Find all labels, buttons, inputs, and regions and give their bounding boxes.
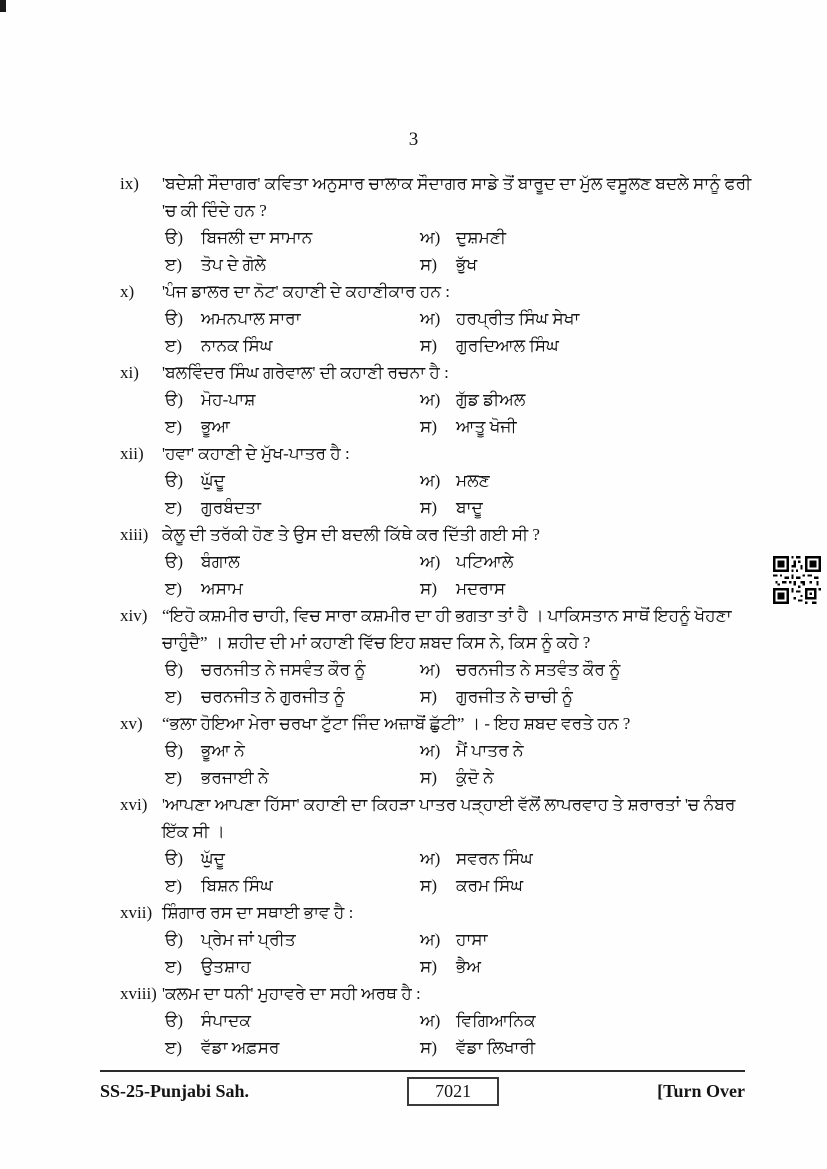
option (165, 548, 420, 575)
option-text: ਪ੍ਰੇਮ ਜਾਂ ਪ੍ਰੀਤ (201, 930, 296, 949)
option-text: ਚਰਨਜੀਤ ਨੇ ਗੁਰਜੀਤ ਨੂੰ (201, 687, 345, 706)
question-text: ਕੇਲੂ ਦੀ ਤਰੱਕੀ ਹੋਣ ਤੇ ਉਸ ਦੀ ਬਦਲੀ ਕਿੱਥੇ ਕਰ ਦਿੱਤੀ ਗਈ ਸੀ ? (162, 525, 540, 544)
option-label: ਸ) (420, 579, 437, 598)
option-text: ਭੈਅ (456, 957, 482, 976)
option (420, 251, 752, 278)
question-text: 'ਕਲਮ ਦਾ ਧਨੀ' ਮੁਹਾਵਰੇ ਦਾ ਸਹੀ ਅਰਥ ਹੈ : (162, 984, 421, 1003)
page-number: 3 (408, 129, 419, 150)
option-text: ਚਰਨਜੀਤ ਨੇ ਸਤਵੰਤ ਕੌਰ ਨੂੰ (456, 660, 621, 679)
option-label: ਸ) (420, 687, 437, 706)
option (165, 305, 420, 332)
option-text: ਵਿਗਿਆਨਿਕ (456, 1011, 536, 1030)
question (120, 359, 752, 440)
option (420, 575, 752, 602)
option (165, 926, 420, 953)
option-text: ਗੁਰਬੰਦਤਾ (201, 498, 261, 517)
question-number: xiii) (120, 525, 149, 544)
question-options (120, 1007, 752, 1061)
option (420, 386, 752, 413)
question-options (120, 224, 752, 278)
option-label: ੲ) (165, 255, 182, 274)
turn-over-label: [Turn Over (657, 1081, 745, 1101)
option (165, 575, 420, 602)
option-text: ਕੁੰਦੋ ਨੇ (456, 768, 494, 787)
option-text: ਤੋਪ ਦੇ ਗੋਲੇ (201, 255, 266, 274)
question-number: ix) (120, 174, 139, 193)
question (120, 602, 752, 710)
option-label: ਅ) (420, 849, 441, 868)
option (420, 764, 752, 791)
question-options (120, 845, 752, 899)
option-label: ਅ) (420, 390, 441, 409)
option (420, 656, 752, 683)
option (420, 305, 752, 332)
option-text: ਮੋਹ-ਪਾਸ਼ (201, 390, 256, 409)
question-number: xviii) (120, 984, 157, 1003)
option-text: ਬੰਗਾਲ (201, 552, 240, 571)
option (420, 332, 752, 359)
question (120, 899, 752, 980)
option-text: ਸੰਪਾਦਕ (201, 1011, 251, 1030)
question-text: ਸ਼ਿੰਗਾਰ ਰਸ ਦਾ ਸਥਾਈ ਭਾਵ ਹੈ : (162, 903, 354, 922)
option-label: ੲ) (165, 498, 182, 517)
option-label: ੳ) (165, 1011, 184, 1030)
option (420, 413, 752, 440)
question-options (120, 737, 752, 791)
question-options (120, 305, 752, 359)
option-label: ਅ) (420, 309, 441, 328)
question-text: 'ਬਦੇਸ਼ੀ ਸੌਦਾਗਰ' ਕਵਿਤਾ ਅਨੁਸਾਰ ਚਾਲਾਕ ਸੌਦਾਗਰ ਸਾਡੇ ਤੋਂ ਬਾਰੂਦ ਦਾ ਮੁੱਲ ਵਸੂਲਣ ਬਦਲੇ ਸਾਨੂੰ ਫਰੀ 'ਚ ਕੀ ਦਿੰਦੇ ਹਨ ? (162, 174, 752, 220)
paper-code: SS-25-Punjabi Sah. (100, 1081, 250, 1101)
option-label: ਸ) (420, 876, 437, 895)
option (165, 224, 420, 251)
option-label: ਸ) (420, 255, 437, 274)
option-label: ੳ) (165, 228, 184, 247)
option-label: ਸ) (420, 957, 437, 976)
option-label: ੳ) (165, 741, 184, 760)
option-label: ੲ) (165, 417, 182, 436)
question-number: xii) (120, 444, 144, 463)
question-options (120, 548, 752, 602)
option (165, 386, 420, 413)
option-label: ੲ) (165, 876, 182, 895)
option-label: ੲ) (165, 768, 182, 787)
option-text: ਉਤਸ਼ਾਹ (201, 957, 251, 976)
question-text: “ਭਲਾ ਹੋਇਆ ਮੇਰਾ ਚਰਖਾ ਟੁੱਟਾ ਜਿੰਦ ਅਜ਼ਾਬੋਂ ਛੁੱਟੀ” । - ਇਹ ਸ਼ਬਦ ਵਰਤੇ ਹਨ ? (162, 714, 631, 733)
option-text: ਭੂਆ (201, 417, 230, 436)
question (120, 440, 752, 521)
question-options (120, 926, 752, 980)
option-text: ਭੁੱਖ (456, 255, 478, 274)
question-text: 'ਹਵਾ' ਕਹਾਣੀ ਦੇ ਮੁੱਖ-ਪਾਤਰ ਹੈ : (162, 444, 350, 463)
option (165, 845, 420, 872)
option (420, 1034, 752, 1061)
option (165, 251, 420, 278)
option-text: ਮਦਰਾਸ (456, 579, 506, 598)
option-label: ਸ) (420, 1038, 437, 1057)
question-text: 'ਪੰਜ ਡਾਲਰ ਦਾ ਨੋਟ' ਕਹਾਣੀ ਦੇ ਕਹਾਣੀਕਾਰ ਹਨ : (162, 282, 450, 301)
question-number: xv) (120, 714, 143, 733)
question-number: xvii) (120, 903, 153, 922)
option-text: ਬਾਦੂ (456, 498, 483, 517)
option (165, 494, 420, 521)
option-text: ਚਰਨਜੀਤ ਨੇ ਜਸਵੰਤ ਕੌਰ ਨੂੰ (201, 660, 366, 679)
question-text: 'ਬਲਵਿੰਦਰ ਸਿੰਘ ਗਰੇਵਾਲ' ਦੀ ਕਹਾਣੀ ਰਚਨਾ ਹੈ : (162, 363, 449, 382)
option (165, 332, 420, 359)
option (165, 764, 420, 791)
option-label: ੳ) (165, 390, 184, 409)
option-label: ੳ) (165, 930, 184, 949)
option-label: ਅ) (420, 471, 441, 490)
question (120, 791, 752, 899)
question (120, 170, 752, 278)
option-text: ਨਾਨਕ ਸਿੰਘ (201, 336, 273, 355)
option-text: ਮੈਂ ਪਾਤਰ ਨੇ (456, 741, 524, 760)
option-label: ੳ) (165, 849, 184, 868)
qr-code-icon (773, 556, 821, 604)
question (120, 710, 752, 791)
option-text: ਵੱਡਾ ਲਿਖਾਰੀ (456, 1038, 536, 1057)
scan-artifact (0, 0, 6, 12)
option-label: ਅ) (420, 552, 441, 571)
option-label: ਅ) (420, 228, 441, 247)
option (165, 872, 420, 899)
question-options (120, 656, 752, 710)
option (420, 224, 752, 251)
option-text: ਭੂਆ ਨੇ (201, 741, 245, 760)
option (165, 656, 420, 683)
option (420, 467, 752, 494)
option-label: ੳ) (165, 660, 184, 679)
question-text: 'ਆਪਣਾ ਆਪਣਾ ਹਿੱਸਾ' ਕਹਾਣੀ ਦਾ ਕਿਹੜਾ ਪਾਤਰ ਪੜ੍ਹਾਈ ਵੱਲੋਂ ਲਾਪਰਵਾਹ ਤੇ ਸ਼ਰਾਰਤਾਂ 'ਚ ਨੰਬਰ ਇੱਕ ਸੀ । (162, 795, 736, 841)
option-text: ਕਰਮ ਸਿੰਘ (456, 876, 524, 895)
option-text: ਆਤੂ ਖੋਜੀ (456, 417, 517, 436)
option (420, 872, 752, 899)
option-text: ਭਰਜਾਈ ਨੇ (201, 768, 269, 787)
option-text: ਮਲਣ (456, 471, 490, 490)
option-label: ੲ) (165, 687, 182, 706)
option-text: ਅਮਨਪਾਲ ਸਾਰਾ (201, 309, 301, 328)
question-options (120, 386, 752, 440)
option-text: ਗੁੱਡ ਡੀਅਲ (456, 390, 526, 409)
question-options (120, 467, 752, 521)
question-number: xi) (120, 363, 139, 382)
option (420, 953, 752, 980)
question-number: xvi) (120, 795, 148, 814)
question (120, 278, 752, 359)
option (420, 926, 752, 953)
option (420, 1007, 752, 1034)
question-number: xiv) (120, 606, 148, 625)
option (165, 1007, 420, 1034)
option-text: ਬਿਜਲੀ ਦਾ ਸਾਮਾਨ (201, 228, 313, 247)
option-text: ਘੁੱਦੂ (201, 849, 225, 868)
option-text: ਅਸਾਮ (201, 579, 243, 598)
option-label: ੲ) (165, 957, 182, 976)
question-number: x) (120, 282, 135, 301)
option-text: ਹਰਪ੍ਰੀਤ ਸਿੰਘ ਸੇਖਾ (456, 309, 580, 328)
question (120, 980, 752, 1061)
option-text: ਗੁਰਦਿਆਲ ਸਿੰਘ (456, 336, 559, 355)
option-label: ਅ) (420, 741, 441, 760)
option (165, 683, 420, 710)
option-label: ੳ) (165, 309, 184, 328)
option-text: ਸਵਰਨ ਸਿੰਘ (456, 849, 533, 868)
option-label: ਸ) (420, 768, 437, 787)
option (420, 845, 752, 872)
option-label: ੳ) (165, 471, 184, 490)
question-text: “ਇਹੋ ਕਸ਼ਮੀਰ ਚਾਹੀ, ਵਿਚ ਸਾਰਾ ਕਸ਼ਮੀਰ ਦਾ ਹੀ ਭਗਤਾ ਤਾਂ ਹੈ । ਪਾਕਿਸਤਾਨ ਸਾਥੋਂ ਇਹਨੂੰ ਖੋਹਣਾ ਚਾਹੁੰਦੈ” । ਸ਼ਹੀਦ ਦੀ ਮਾਂ ਕਹਾਣੀ ਵਿੱਚ ਇਹ ਸ਼ਬਦ ਕਿਸ ਨੇ, ਕਿਸ ਨੂੰ ਕਹੇ ? (162, 606, 732, 652)
option-label: ਸ) (420, 336, 437, 355)
question (120, 521, 752, 602)
footer (100, 1070, 745, 1106)
option (165, 953, 420, 980)
option-label: ਅ) (420, 930, 441, 949)
option-label: ੲ) (165, 1038, 182, 1057)
question-list (120, 170, 752, 1061)
option-label: ਸ) (420, 498, 437, 517)
option (165, 737, 420, 764)
option (420, 737, 752, 764)
option (165, 467, 420, 494)
option-text: ਵੱਡਾ ਅਫ਼ਸਰ (201, 1038, 280, 1057)
option (420, 683, 752, 710)
option (420, 548, 752, 575)
option (165, 1034, 420, 1061)
option-text: ਘੁੱਦੂ (201, 471, 225, 490)
option (165, 413, 420, 440)
option-label: ੳ) (165, 552, 184, 571)
option-text: ਪਟਿਆਲੇ (456, 552, 514, 571)
option-label: ਅ) (420, 660, 441, 679)
option-label: ੲ) (165, 579, 182, 598)
option-text: ਹਾਸਾ (456, 930, 488, 949)
option-label: ੲ) (165, 336, 182, 355)
option-text: ਦੁਸ਼ਮਣੀ (456, 228, 506, 247)
option-text: ਬਿਸ਼ਨ ਸਿੰਘ (201, 876, 273, 895)
paper-number-box: 7021 (407, 1077, 499, 1106)
option (420, 494, 752, 521)
option-label: ਸ) (420, 417, 437, 436)
option-label: ਅ) (420, 1011, 441, 1030)
option-text: ਗੁਰਜੀਤ ਨੇ ਚਾਚੀ ਨੂੰ (456, 687, 573, 706)
